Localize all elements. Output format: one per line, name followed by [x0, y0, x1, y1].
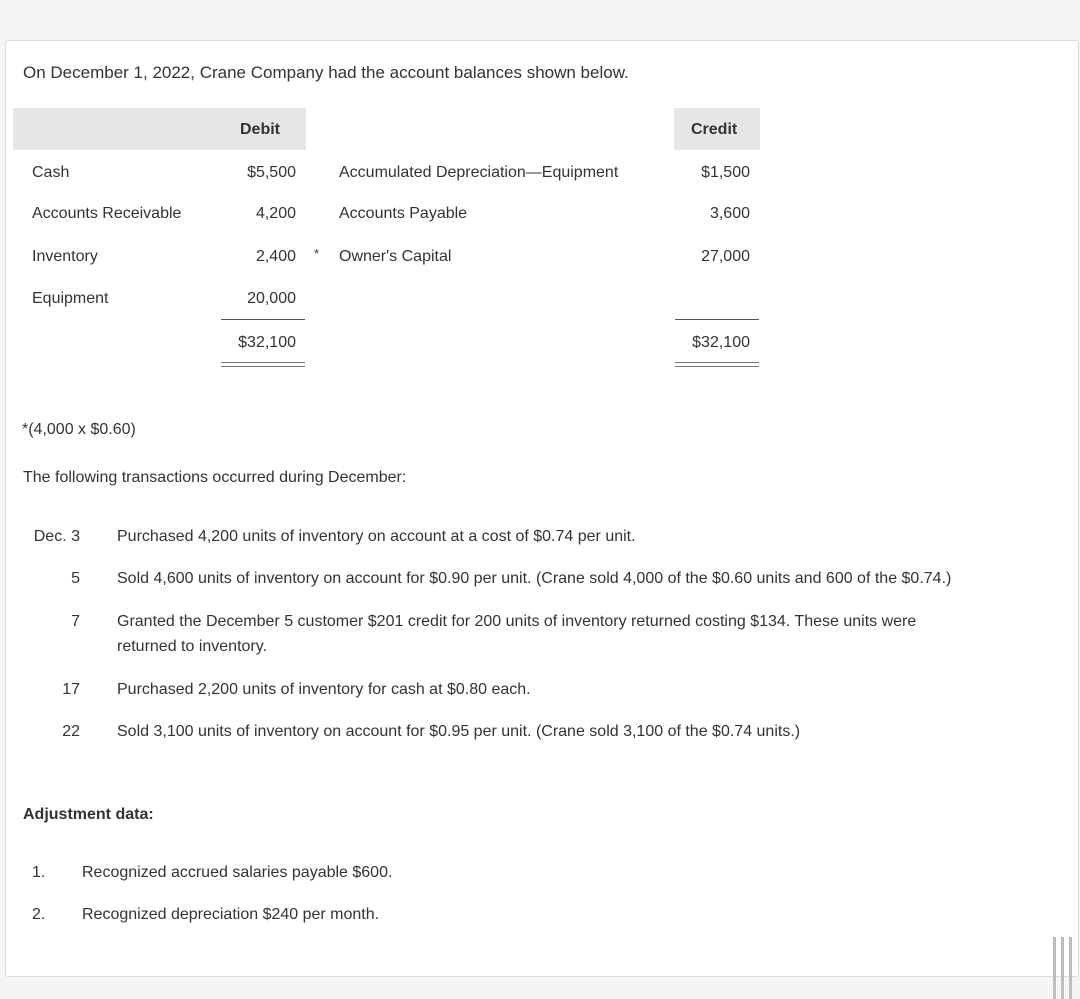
- problem-card: [5, 40, 1079, 977]
- adjustment-number: 2.: [32, 906, 46, 923]
- adjustment-text: Recognized depreciation $240 per month.: [82, 906, 380, 923]
- transaction-date: 17: [62, 681, 80, 698]
- debit-amount: $5,500: [247, 164, 296, 181]
- transaction-text: Sold 4,600 units of inventory on account for $0.90 per unit. (Crane sold 4,000 of the $0.60 units and 600 of the $0.74.): [117, 570, 952, 587]
- transactions-intro: The following transactions occurred during December:: [23, 469, 407, 486]
- credit-header: Credit: [691, 121, 738, 138]
- right-account: Accounts Payable: [339, 205, 468, 222]
- footnote: *(4,000 x $0.60): [22, 421, 136, 438]
- debit-header: Debit: [240, 121, 280, 138]
- transaction-text-continued: returned to inventory.: [117, 638, 268, 655]
- transaction-text: Granted the December 5 customer $201 credit for 200 units of inventory returned costing $134. These units were: [117, 613, 917, 630]
- left-account: Inventory: [32, 248, 98, 265]
- transaction-date: 22: [62, 723, 80, 740]
- transaction-text: Purchased 2,200 units of inventory for cash at $0.80 each.: [117, 681, 531, 698]
- credit-amount: $1,500: [701, 164, 750, 181]
- debit-amount: 20,000: [247, 290, 296, 307]
- right-account: Accumulated Depreciation—Equipment: [339, 164, 619, 181]
- debit-amount: 4,200: [255, 205, 296, 222]
- right-account: Owner's Capital: [339, 248, 452, 265]
- credit-total-rule: [675, 319, 759, 320]
- table-header-gap: [306, 108, 674, 150]
- credit-double-rule: [675, 362, 759, 367]
- transaction-date: 5: [71, 570, 80, 587]
- credit-total: $32,100: [692, 334, 750, 351]
- left-account: Cash: [32, 164, 70, 181]
- debit-marker: *: [314, 246, 320, 261]
- scrollbar-handle[interactable]: [1043, 937, 1079, 999]
- debit-double-rule: [221, 362, 305, 367]
- transaction-text: Purchased 4,200 units of inventory on account at a cost of $0.74 per unit.: [117, 528, 636, 545]
- transaction-text: Sold 3,100 units of inventory on account for $0.95 per unit. (Crane sold 3,100 of the $0.74 units.): [117, 723, 801, 740]
- transaction-date: Dec. 3: [33, 528, 80, 545]
- left-account: Equipment: [32, 290, 109, 307]
- adjustment-text: Recognized accrued salaries payable $600.: [82, 864, 393, 881]
- left-account: Accounts Receivable: [32, 205, 182, 222]
- adjustment-heading: Adjustment data:: [23, 806, 154, 823]
- debit-total-rule: [221, 319, 305, 320]
- adjustment-number: 1.: [32, 864, 46, 881]
- debit-amount: 2,400: [255, 248, 296, 265]
- credit-amount: 27,000: [701, 248, 750, 265]
- intro-text: On December 1, 2022, Crane Company had the account balances shown below.: [23, 63, 629, 82]
- credit-amount: 3,600: [709, 205, 750, 222]
- debit-total: $32,100: [238, 334, 296, 351]
- transaction-date: 7: [71, 613, 80, 630]
